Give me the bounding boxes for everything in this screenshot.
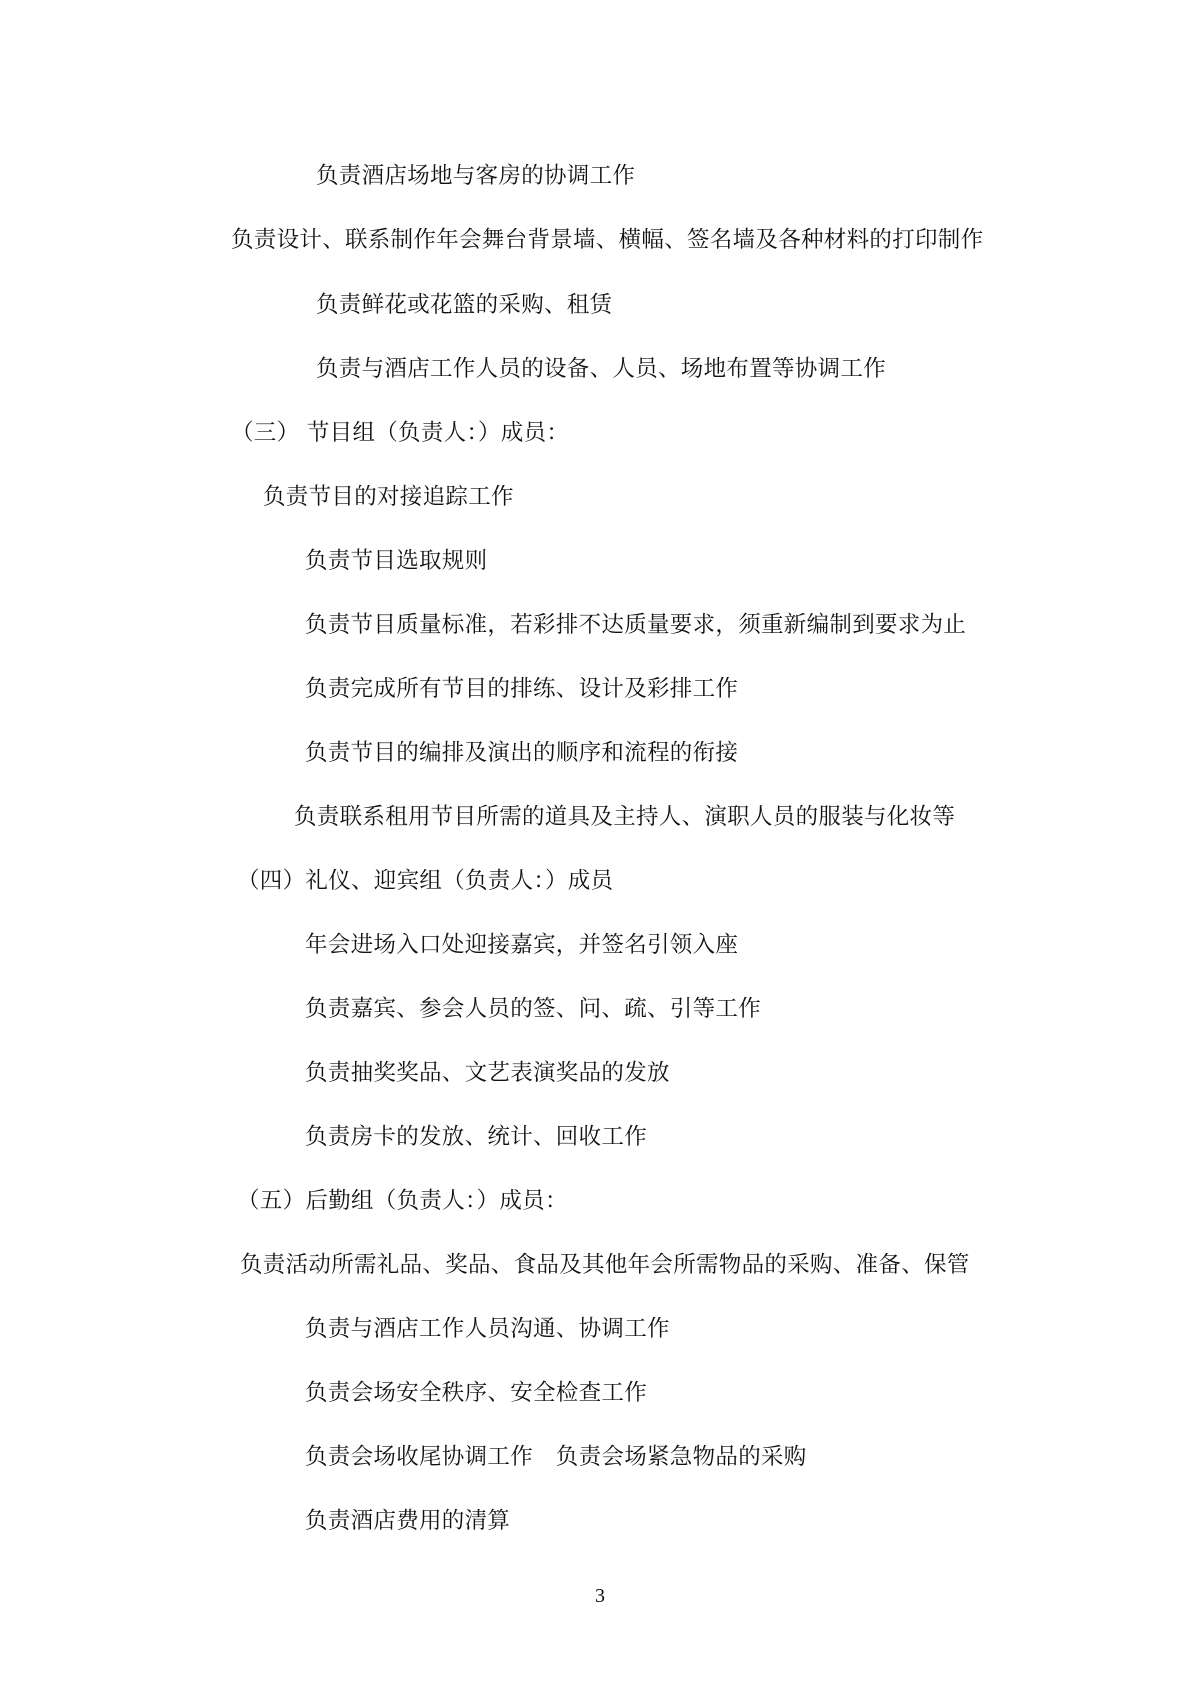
text-line: 负责联系租用节目所需的道具及主持人、演职人员的服装与化妆等 [294,804,956,830]
text-line: 负责活动所需礼品、奖品、食品及其他年会所需物品的采购、准备、保管 [240,1252,970,1278]
section-heading: （四）礼仪、迎宾组（负责人：）成员 [237,868,614,894]
text-line: 负责房卡的发放、统计、回收工作 [305,1124,648,1150]
text-line: 负责完成所有节目的排练、设计及彩排工作 [305,676,739,702]
text-line: 负责酒店场地与客房的协调工作 [316,163,636,189]
page-number: 3 [595,1585,605,1607]
text-line: 负责鲜花或花篮的采购、租赁 [316,292,613,318]
text-line: 负责会场安全秩序、安全检查工作 [305,1380,648,1406]
text-line: 负责抽奖奖品、文艺表演奖品的发放 [305,1060,670,1086]
text-line: 负责嘉宾、参会人员的签、问、疏、引等工作 [305,996,762,1022]
text-line: 负责节目选取规则 [305,548,488,574]
section-heading: （三） 节目组（负责人：）成员： [231,420,570,446]
text-line: 负责与酒店工作人员沟通、协调工作 [305,1316,670,1342]
text-line: 负责节目质量标准，若彩排不达质量要求，须重新编制到要求为止 [305,612,967,638]
text-line: 负责节目的编排及演出的顺序和流程的衔接 [305,740,739,766]
text-line: 负责节目的对接追踪工作 [263,484,514,510]
text-line: 负责会场收尾协调工作 负责会场紧急物品的采购 [305,1444,807,1470]
text-line: 年会进场入口处迎接嘉宾，并签名引领入座 [305,932,739,958]
text-line: 负责酒店费用的清算 [305,1508,511,1534]
section-heading: （五）后勤组（负责人：）成员： [237,1188,568,1214]
text-line: 负责设计、联系制作年会舞台背景墙、横幅、签名墙及各种材料的打印制作 [231,227,984,253]
text-line: 负责与酒店工作人员的设备、人员、场地布置等协调工作 [316,356,887,382]
